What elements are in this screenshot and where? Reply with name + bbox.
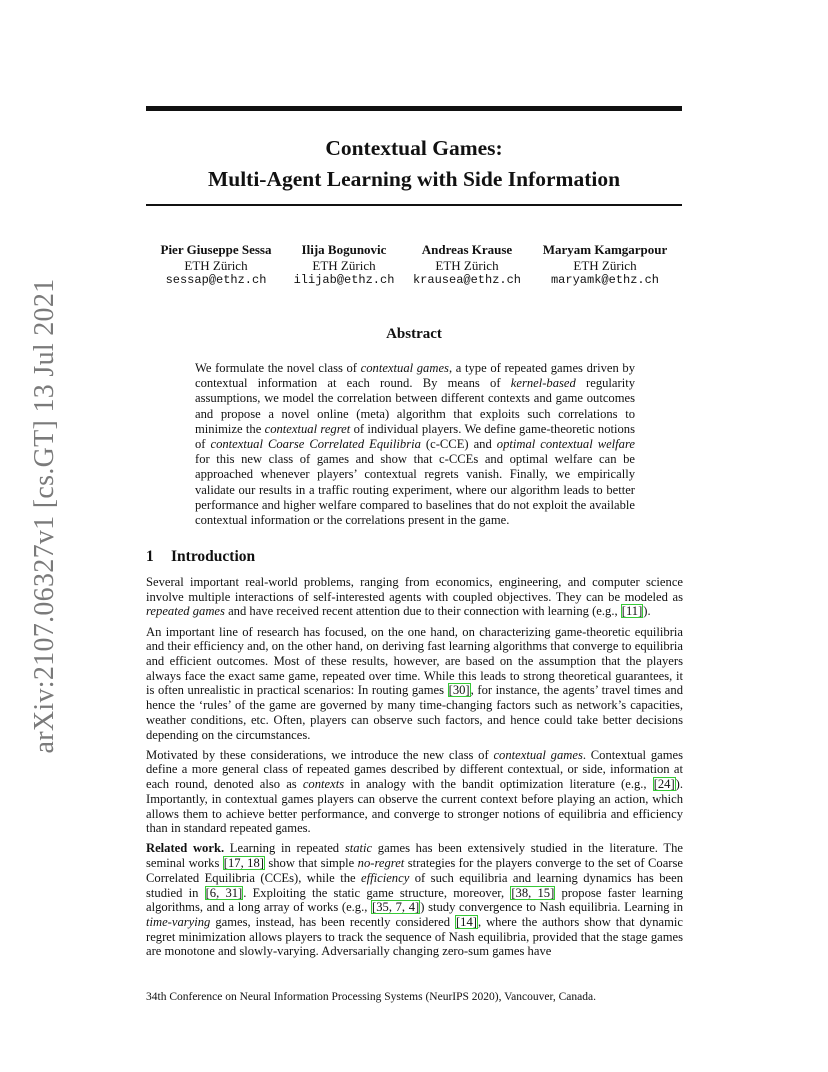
section-number: 1: [146, 548, 154, 565]
paragraph-3: [146, 748, 683, 836]
author-1: [161, 242, 272, 289]
author-email[interactable]: ilijab@ethz.ch: [293, 273, 395, 287]
citation-link[interactable]: [30]: [448, 683, 470, 698]
text-span: ). Importantly, in contextual games players can observe the current context before playing an action, which allows them to achieve better performance, and converge to stronger notions of equilibria and efficiency than in standard repeated games.: [146, 777, 684, 836]
arxiv-identifier-stamp: arXiv:2107.06327v1 [cs.GT] 13 Jul 2021: [29, 278, 60, 754]
abstract-emphasis: contextual Coarse Correlated Equilibria: [210, 437, 421, 452]
author-name: Ilija Bogunovic: [301, 242, 387, 257]
abstract-span: for this new class of games and show that c-CCEs and optimal welfare can be approached whenever players’ contextual regrets vanish. Finally, we empirically validate our results in a traffic routing experiment, where our algorithm leads to better performance and higher welfare compared to baselines that do not exploit the available contextual information or the correlations present in the game.: [195, 452, 635, 528]
paragraph-2: [146, 625, 683, 743]
emphasis: contextual games: [493, 747, 583, 762]
author-affiliation: ETH Zürich: [435, 257, 499, 273]
author-name: Maryam Kamgarpour: [542, 242, 668, 257]
title-rule-bottom: [146, 204, 682, 206]
title-line-1: Contextual Games:: [325, 136, 503, 160]
text-span: ).: [643, 604, 651, 619]
citation-link[interactable]: [24]: [653, 777, 675, 792]
text-span: propose faster learning algorithms, and a long array of works (e.g.,: [146, 885, 684, 915]
title-rule-top: [146, 106, 682, 111]
text-span: and have received recent attention due to their connection with learning (e.g.,: [224, 604, 621, 619]
text-span: , for instance, the agents’ travel times and hence the ‘rules’ of the game are governed by many time-changing factors such as network’s capacities, weather conditions, etc. Often, players can observe such factors, and hence could take better decisions depending on the circumstances.: [146, 683, 683, 742]
conference-footnote: 34th Conference on Neural Information Processing Systems (NeurIPS 2020), Vancouver, Canada.: [146, 991, 596, 1003]
author-affiliation: ETH Zürich: [184, 257, 248, 273]
abstract-span: (c-CCE) and: [420, 437, 497, 452]
citation-link[interactable]: [14]: [455, 914, 477, 929]
text-span: Learning in repeated: [224, 841, 345, 856]
citation-link[interactable]: [11]: [621, 604, 643, 619]
citation-link[interactable]: [35, 7, 4]: [372, 900, 420, 915]
paper-title: [146, 133, 682, 195]
citation-link[interactable]: [38, 15]: [511, 885, 555, 900]
emphasis: no-regret: [357, 856, 405, 871]
text-span: , where the authors show that dynamic regret minimization allows players to track the sequence of Nash equilibria, provided that the stage games are monotone and slowly-varying. Adversarially changing zero-sum games have: [146, 914, 683, 959]
author-affiliation: ETH Zürich: [312, 257, 376, 273]
abstract-span: of individual players. We define game-theoretic notions of: [195, 421, 635, 452]
text-span: An important line of research has focused, on the one hand, on characterizing game-theoretic equilibria and their efficiency and, on the other hand, on deriving fast learning algorithms that converge to equilibria and efficient outcomes. Most of these results, however, are based on the assumption that the players always face the exact same game, repeated over time. While this leads to strong theoretical guarantees, it is often unrealistic in practical scenarios: In routing games: [146, 624, 683, 698]
text-span: . Exploiting the static game structure, moreover,: [243, 885, 511, 900]
text-span: show that simple: [264, 856, 358, 871]
title-line-2: Multi-Agent Learning with Side Information: [207, 167, 621, 191]
text-span: games, instead, has been recently considered: [210, 914, 455, 929]
text-span: Several important real-world problems, ranging from economics, engineering, and computer science involve multiple interactions of self-interested agents with coupled objectives. They can be modeled as: [146, 575, 683, 604]
introduction-body: [146, 575, 683, 965]
author-2: [294, 242, 395, 289]
text-span: games has been extensively studied in the literature. The seminal works: [146, 841, 683, 871]
section-heading-introduction: [146, 548, 255, 566]
text-span: of such equilibria and learning dynamics has been studied in: [146, 870, 683, 900]
text-span: . Contextual games define a more general class of repeated games described by different contextual, or side, information at each round, denoted also as: [146, 747, 683, 792]
text-span: ) study convergence to Nash equilibria. Learning in: [420, 900, 684, 915]
abstract-heading: Abstract: [386, 326, 442, 342]
emphasis: efficiency: [361, 870, 410, 885]
emphasis: contexts: [302, 777, 345, 792]
author-3: [413, 242, 521, 289]
author-email[interactable]: maryamk@ethz.ch: [550, 273, 660, 287]
author-4: [543, 242, 668, 289]
abstract-emphasis: optimal contextual welfare: [496, 437, 636, 452]
emphasis: repeated games: [146, 604, 225, 619]
abstract-emphasis: contextual regret: [264, 421, 351, 436]
paragraph-1: [146, 575, 683, 619]
text-span: in analogy with the bandit optimization literature (e.g.,: [344, 777, 653, 792]
author-name: Pier Giuseppe Sessa: [160, 242, 272, 257]
author-name: Andreas Krause: [421, 242, 513, 257]
abstract-span: regularity assumptions, we model the correlation between different contexts and game outcomes and propose a novel online (meta) algorithm that exploits such correlations to minimize the: [195, 376, 635, 436]
section-title: Introduction: [171, 548, 256, 565]
author-email[interactable]: krausea@ethz.ch: [412, 273, 522, 287]
citation-link[interactable]: [6, 31]: [205, 885, 243, 900]
author-affiliation: ETH Zürich: [573, 257, 637, 273]
text-span: strategies for the players converge to the set of Coarse Correlated Equilibria (CCEs), while the: [146, 856, 683, 885]
abstract-span: We formulate the novel class of: [195, 361, 361, 375]
paragraph-lead: Related work.: [146, 841, 225, 856]
emphasis: time-varying: [146, 914, 211, 929]
citation-link[interactable]: [17, 18]: [223, 856, 264, 871]
abstract-emphasis: kernel-based: [510, 376, 576, 391]
paragraph-4: [146, 841, 683, 959]
abstract-span: , a type of repeated games driven by contextual information at each round. By means of: [195, 361, 635, 391]
emphasis: static: [344, 841, 373, 856]
text-span: Motivated by these considerations, we introduce the new class of: [146, 747, 494, 762]
abstract-emphasis: contextual games: [360, 361, 449, 375]
abstract-text: [195, 361, 635, 528]
author-email[interactable]: sessap@ethz.ch: [165, 273, 267, 287]
